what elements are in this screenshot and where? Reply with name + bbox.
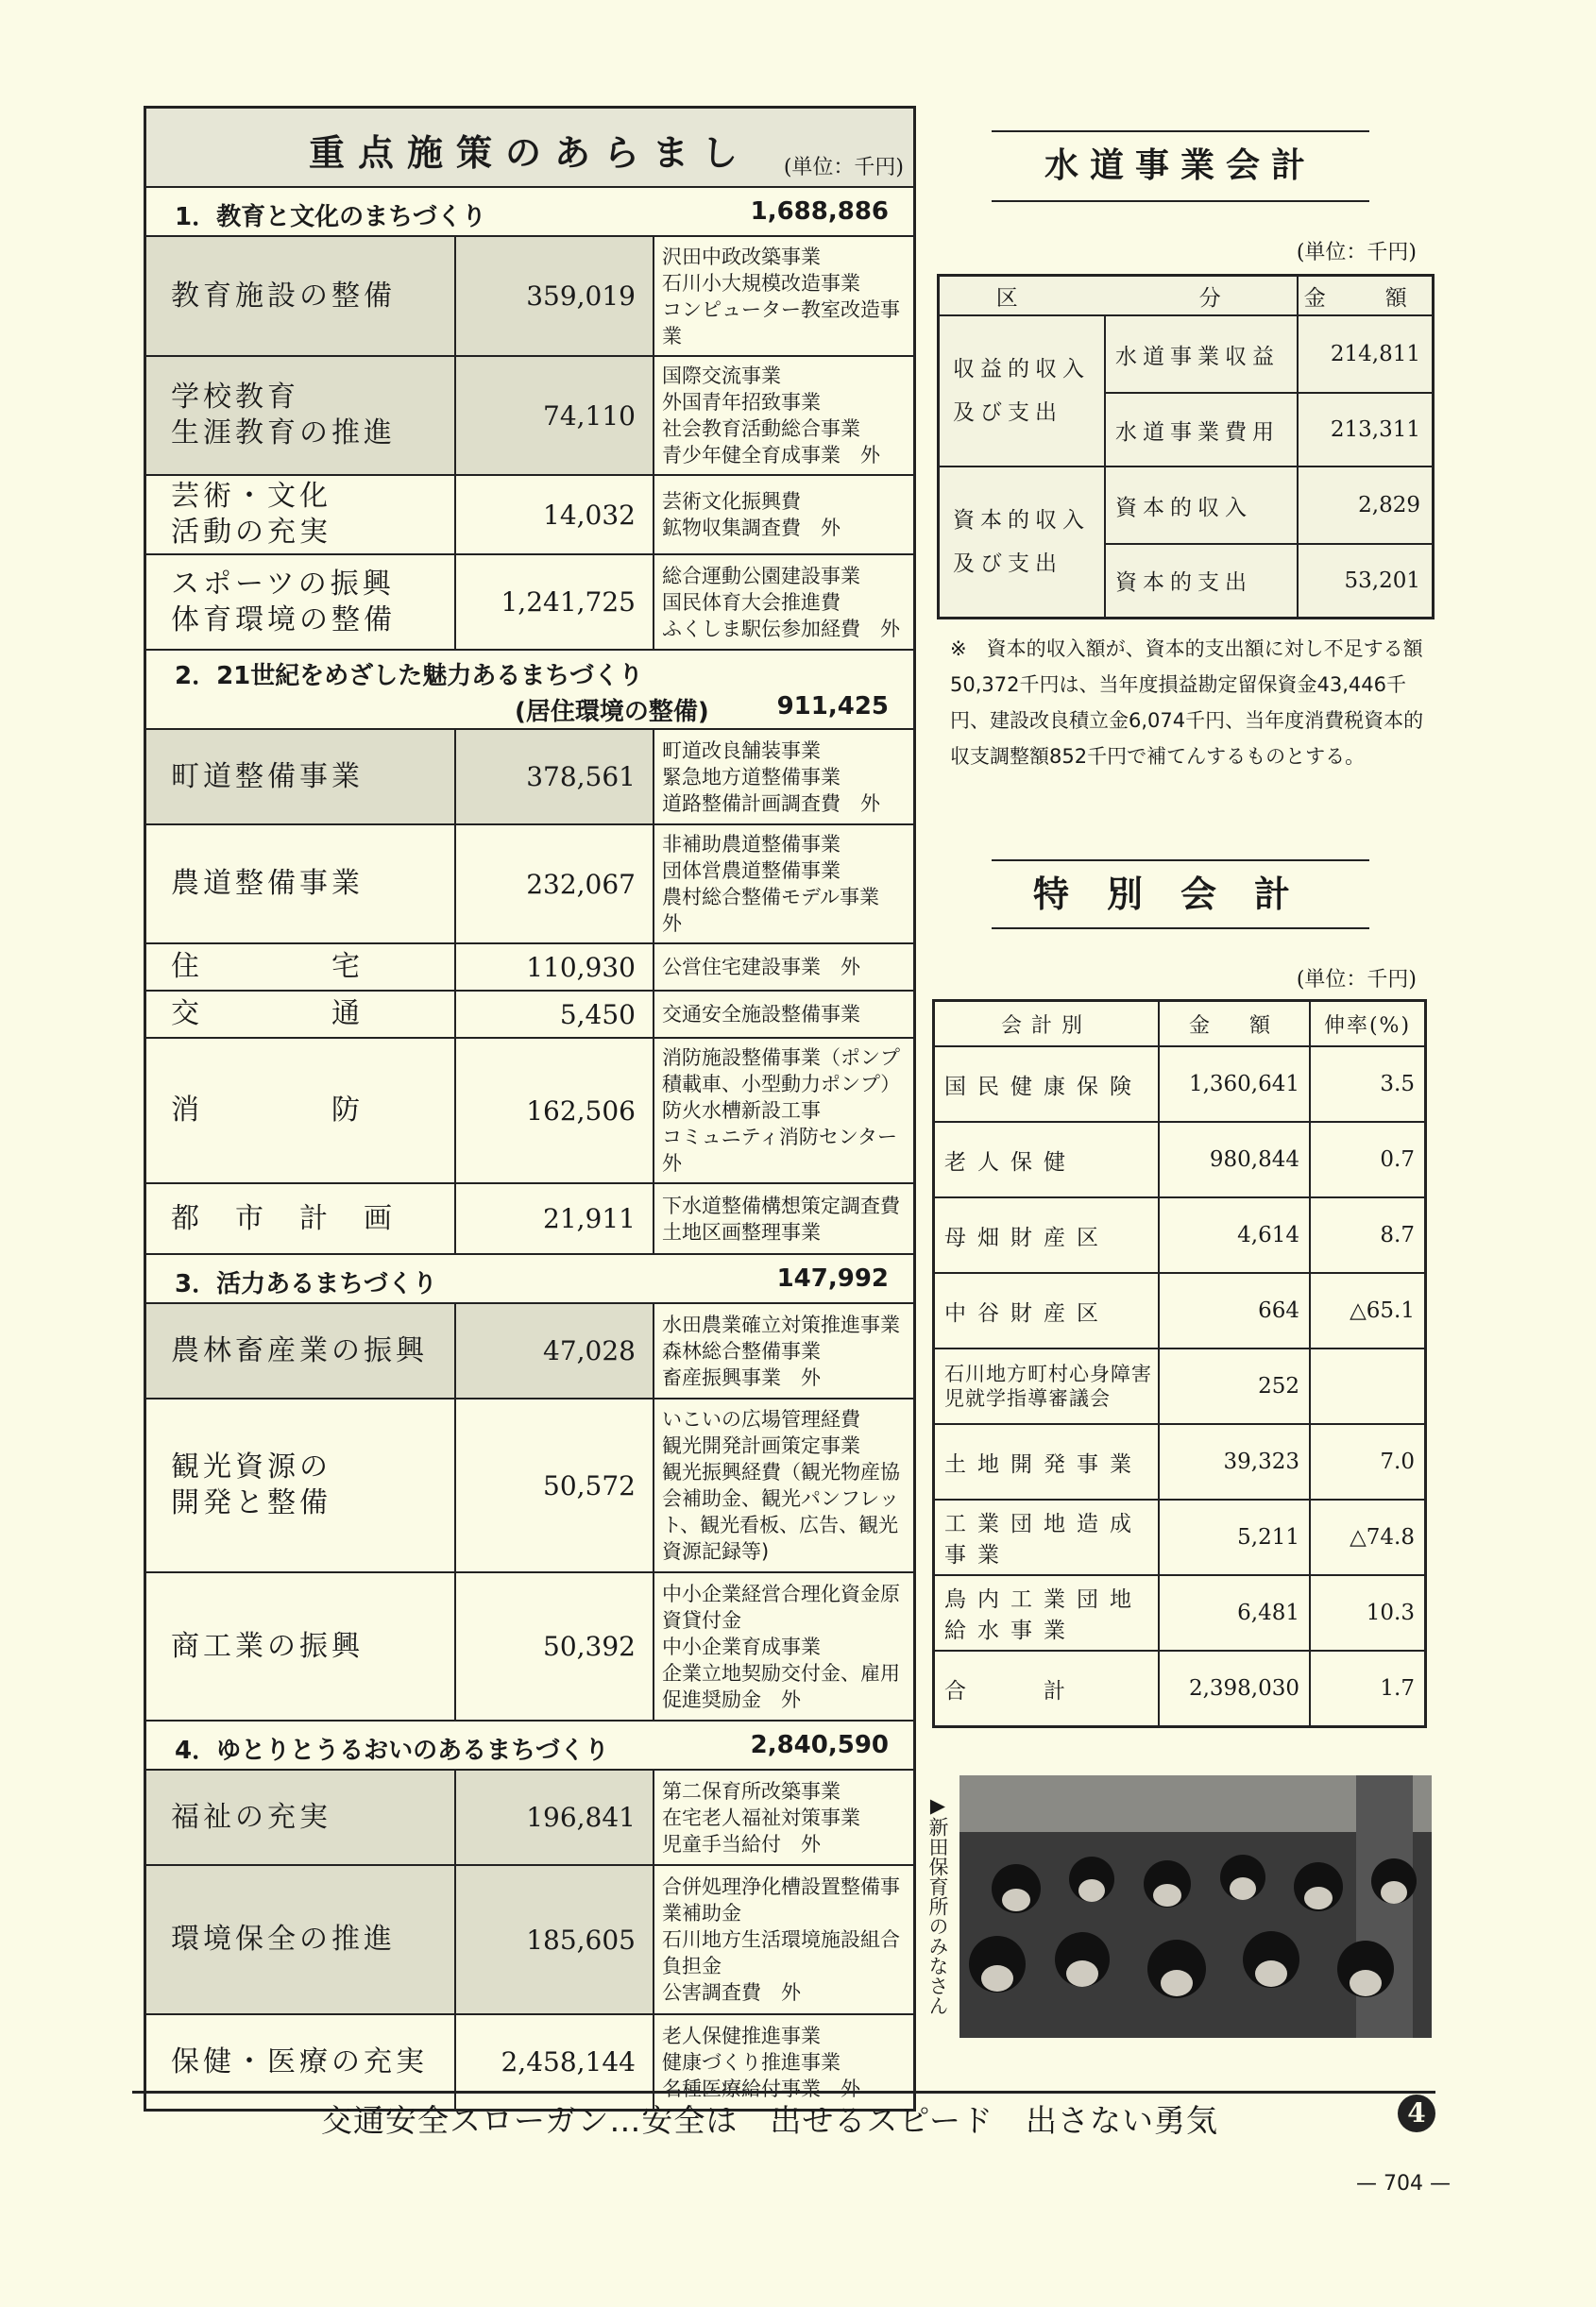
policy-amount: 21,911 [455,1183,654,1253]
policy-name-line: 町道整備事業 [171,759,364,793]
main-title: 重点施策のあらまし [308,132,751,174]
policy-name-line: 消 防 [171,1094,364,1127]
water-item: 水道事業費用 [1105,393,1298,466]
policy-row [146,356,913,475]
water-item: 資本的支出 [1105,544,1298,618]
section-header [146,188,913,237]
policy-name [146,237,455,356]
policy-amount: 232,067 [455,824,654,943]
policy-row [146,237,913,356]
special-table [932,999,1427,1728]
special-header-name: 会計別 [934,1001,1160,1047]
special-name: 石川地方町村心身障害児就学指導審議会 [934,1349,1160,1424]
policy-amount: 14,032 [455,475,654,554]
policy-row [146,1399,913,1572]
special-name: 合 計 [934,1651,1160,1727]
main-unit: (単位：千円) [783,156,904,179]
water-table [937,274,1435,619]
policy-row [146,554,913,649]
water-amount: 2,829 [1298,466,1434,544]
special-row [934,1122,1426,1197]
policy-items: 下水道整備構想策定調査費 土地区画整理事業 [662,1194,900,1244]
special-name: 工業団地造成事業 [934,1500,1160,1575]
special-header-rate: 伸率(%) [1310,1001,1426,1047]
policy-row [146,475,913,554]
special-row [934,1651,1426,1727]
policy-items: 公営住宅建設事業 外 [654,943,913,991]
policy-name-line: 教育施設の整備 [171,279,396,313]
special-row [934,1197,1426,1273]
policy-name-line: 商工業の振興 [171,1629,364,1663]
policy-amount: 47,028 [455,1304,654,1399]
policy-amount: 162,506 [455,1038,654,1183]
section-amount: 2,840,590 [750,1731,889,1759]
special-amount: 5,211 [1159,1500,1310,1575]
policy-amount: 50,572 [455,1399,654,1572]
policy-name [146,356,455,475]
special-row [934,1046,1426,1122]
policy-items: 合併処理浄化槽設置整備事業補助金 石川地方生活環境施設組合負担金 公害調査費 外 [654,1865,913,2014]
policy-amount: 74,110 [455,356,654,475]
special-amount: 39,323 [1159,1424,1310,1500]
policy-name [146,2014,455,2109]
policy-name-line: 住 宅 [171,950,364,983]
policy-name-line: 環境保全の推進 [171,1923,396,1956]
policy-name-line: 体育環境の整備 [171,602,396,636]
special-name: 国民健康保険 [934,1046,1160,1122]
section-table [146,237,913,649]
policy-name [146,1038,455,1183]
water-item: 資本的収入 [1105,466,1298,544]
special-amount: 664 [1159,1273,1310,1349]
policy-items: 消防施設整備事業（ポンプ積載車、小型動力ポンプ） 防火水槽新設工事 コミュニティ消防センター 外 [654,1038,913,1183]
section-table [146,1304,913,1720]
special-name: 母畑財産区 [934,1197,1160,1273]
special-amount: 980,844 [1159,1122,1310,1197]
water-title: 水道事業会計 [992,130,1369,202]
policy-row [146,1572,913,1720]
section-label: 1．教育と文化のまちづくり [175,203,486,231]
special-amount: 1,360,641 [1159,1046,1310,1122]
section-table [146,1771,913,2109]
special-row [934,1424,1426,1500]
section-amount: 1,688,886 [750,197,889,226]
special-rate: △65.1 [1310,1273,1426,1349]
policy-items: 交通安全施設整備事業 [654,991,913,1038]
special-rate: 3.5 [1310,1046,1426,1122]
main-policy-table [144,106,916,2112]
special-rate: 7.0 [1310,1424,1426,1500]
safety-slogan: 交通安全スローガン…安全は 出せるスピード 出さない勇気 [321,2102,1219,2139]
policy-row [146,1865,913,2014]
section-header [146,651,913,730]
policy-name [146,824,455,943]
special-row [934,1349,1426,1424]
folio: — 704 — [1356,2172,1451,2196]
policy-row [146,1183,913,1253]
policy-items: 中小企業経営合理化資金原資貸付金 中小企業育成事業 企業立地契励交付金、雇用促進奨励金 外 [662,1582,900,1711]
policy-items: 国際交流事業 外国青年招致事業 社会教育活動総合事業 青少年健全育成事業 外 [654,356,913,475]
policy-amount: 185,605 [455,1865,654,2014]
policy-amount: 1,241,725 [455,554,654,649]
policy-name-line: 生涯教育の推進 [171,416,396,450]
special-rate: 0.7 [1310,1122,1426,1197]
policy-items: 沢田中政改築事業 石川小大規模改造事業 コンピューター教室改造事業 [654,237,913,356]
policy-amount: 196,841 [455,1771,654,1865]
policy-name-line: 芸術・文化 [171,480,331,513]
water-header-amount: 金 額 [1298,276,1434,316]
policy-row [146,1771,913,1865]
policy-items: 老人保健推進事業 健康づくり推進事業 名種医療給付事業 外 [662,2024,860,2100]
water-header-section: 区 分 [939,276,1298,316]
policy-row [146,943,913,991]
section-sublabel: (居住環境の整備) [515,698,709,726]
section-table [146,730,913,1253]
special-row [934,1575,1426,1651]
policy-row [146,991,913,1038]
water-group-2: 資本的収入 及び支出 [939,466,1106,618]
policy-name-line: 開発と整備 [171,1486,331,1519]
policy-amount: 378,561 [455,730,654,824]
policy-items: 芸術文化振興費 鉱物収集調査費 外 [654,475,913,554]
water-unit: (単位：千円) [1296,241,1417,264]
policy-items: 総合運動公園建設事業 国民体育大会推進費 ふくしま駅伝参加経費 外 [662,564,900,640]
section-header [146,1255,913,1304]
policy-row [146,824,913,943]
policy-name-line: 福祉の充実 [171,1800,331,1834]
water-item: 水道事業収益 [1105,315,1298,393]
policy-row [146,1304,913,1399]
special-row [934,1500,1426,1575]
special-amount: 252 [1159,1349,1310,1424]
policy-name-line: 農道整備事業 [171,867,364,900]
water-amount: 53,201 [1298,544,1434,618]
special-name: 老人保健 [934,1122,1160,1197]
section-label: 4．ゆとりとうるおいのあるまちづくり [175,1737,609,1765]
sections [146,188,913,2109]
policy-name-line: 農林畜産業の振興 [171,1333,428,1367]
special-header-amount: 金 額 [1159,1001,1310,1047]
policy-name-line: スポーツの振興 [171,567,395,601]
policy-name [146,554,455,649]
policy-name-line: 都 市 計 画 [171,1201,396,1235]
policy-amount: 5,450 [455,991,654,1038]
policy-items: 第二保育所改築事業 在宅老人福祉対策事業 児童手当給付 外 [654,1771,913,1865]
special-rate [1310,1349,1426,1424]
section-header [146,1722,913,1771]
policy-name-line: 交 通 [171,997,364,1030]
policy-name [146,991,455,1038]
policy-name [146,1572,455,1720]
special-rate: △74.8 [1310,1500,1426,1575]
page-badge: 4 [1398,2095,1435,2132]
policy-name [146,1865,455,2014]
section-amount: 147,992 [776,1264,889,1293]
policy-items: 非補助農道整備事業 団体営農道整備事業 農村総合整備モデル事業 外 [654,824,913,943]
section-amount: 911,425 [776,692,889,721]
policy-name-line: 保健・医療の充実 [171,2044,428,2078]
water-amount: 213,311 [1298,393,1434,466]
main-title-row [146,109,913,188]
photo-illustration [959,1775,1432,2038]
policy-name-line: 活動の充実 [171,516,331,549]
special-amount: 6,481 [1159,1575,1310,1651]
policy-name [146,1399,455,1572]
water-group-1: 収益的収入 及び支出 [939,315,1106,466]
policy-row [146,730,913,824]
policy-items: 水田農業確立対策推進事業 森林総合整備事業 畜産振興事業 外 [654,1304,913,1399]
water-note: ※ 資本的収入額が、資本的支出額に対し不足する額50,372千円は、当年度損益勘定留保資金43,446千円、建設改良積立金6,074千円、当年度消費税資本的収支調整額852千円で補てんするものとする。 [950,637,1424,768]
policy-amount: 50,392 [455,1572,654,1720]
special-rate: 10.3 [1310,1575,1426,1651]
special-rate: 8.7 [1310,1197,1426,1273]
special-name: 中谷財産区 [934,1273,1160,1349]
photo-caption: ▶新田保育所のみなさん [926,1794,949,2015]
water-amount: 214,811 [1298,315,1434,393]
policy-name-line: 学校教育 [171,381,299,414]
footer-rule [132,2091,1435,2094]
policy-name-line: 観光資源の [171,1450,331,1484]
nursery-children-photo [959,1775,1432,2038]
policy-row [146,1038,913,1183]
policy-name [146,943,455,991]
special-row [934,1273,1426,1349]
policy-name [146,1304,455,1399]
policy-items: いこいの広場管理経費 観光開発計画策定事業 観光振興経費（観光物産協会補助金、観光パンフレット、観光看板、広告、観光資源記録等) [654,1399,913,1572]
policy-name [146,1771,455,1865]
policy-row [146,2014,913,2109]
policy-amount: 2,458,144 [455,2014,654,2109]
section-label: 3．活力あるまちづくり [175,1270,437,1298]
policy-amount: 110,930 [455,943,654,991]
special-amount: 4,614 [1159,1197,1310,1273]
special-unit: (単位：千円) [1296,968,1417,992]
special-name: 土地開発事業 [934,1424,1160,1500]
policy-name [146,475,455,554]
section-label: 2．21世紀をめざした魅力あるまちづくり [175,662,644,690]
policy-name [146,1183,455,1253]
special-rate: 1.7 [1310,1651,1426,1727]
special-amount: 2,398,030 [1159,1651,1310,1727]
special-name: 鳥内工業団地給水事業 [934,1575,1160,1651]
policy-amount: 359,019 [455,237,654,356]
policy-name [146,730,455,824]
policy-items: 町道改良舗装事業 緊急地方道整備事業 道路整備計画調査費 外 [654,730,913,824]
special-title: 特別会計 [992,859,1369,929]
